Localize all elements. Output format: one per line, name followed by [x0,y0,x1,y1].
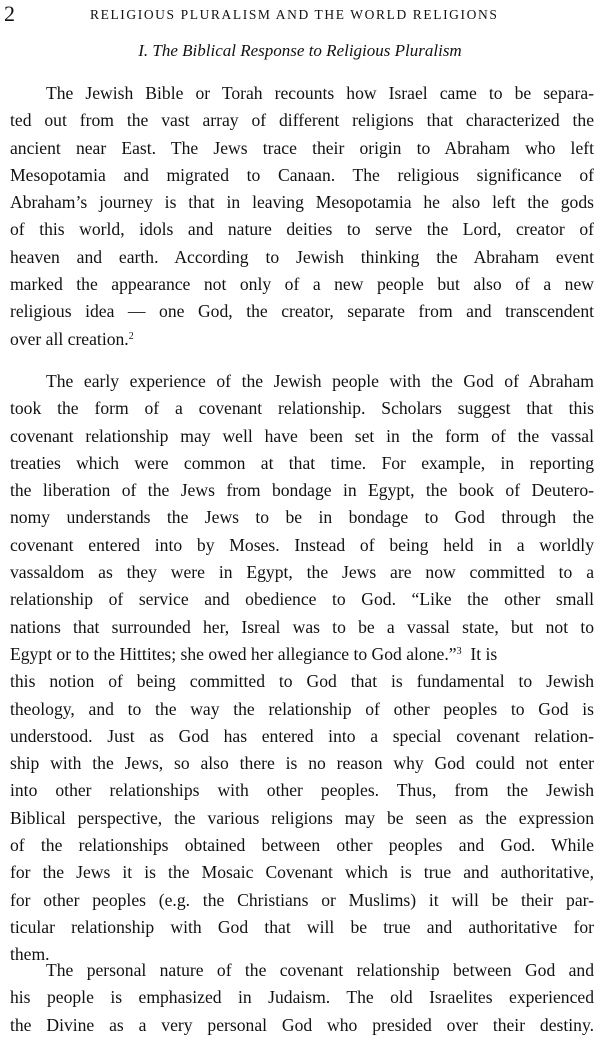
text-line: treaties which were common at that time. For example, in reporting [10,452,594,473]
footnote-marker: 2 [128,330,134,342]
text-line: of this world, idols and nature deities to serve the Lord, creator of [10,219,594,240]
text-line: for the Jews it is the Mosaic Covenant which is true and authoritative, [10,862,594,883]
running-head: RELIGIOUS PLURALISM AND THE WORLD RELIGIONS [90,7,499,22]
text-line: the liberation of the Jews from bondage in Egypt, the book of Deutero- [10,480,594,501]
text-line: The personal nature of the covenant relationship between God and [46,960,594,980]
paragraph-2 [10,368,594,969]
text-line: nations that surrounded her, Isreal was to be a vassal state, but not to [10,616,594,637]
text-line: marked the appearance not only of a new people but also of a new [10,274,594,295]
paragraph-1 [10,80,594,353]
page-number: 2 [4,1,15,26]
section-title: I. The Biblical Response to Religious Pluralism [138,41,462,60]
text-line: The early experience of the Jewish people with the God of Abraham [46,371,594,391]
text-line: Biblical perspective, the various religions may be seen as the expression [10,807,594,828]
text-line: them. [10,944,50,965]
text-line: ticular relationship with God that will be true and authoritative for [10,916,594,937]
text-line [10,641,594,668]
text-line: nomy understands the Jews to be in bondage to God through the [10,507,594,528]
text-line: The Jewish Bible or Torah recounts how Israel came to be separa- [46,83,594,103]
text-fragment: It is [461,643,498,664]
text-line: ancient near East. The Jews trace their origin to Abraham who left [10,137,594,158]
text-line: took the form of a covenant relationship. Scholars suggest that this [10,398,594,419]
footnote-marker: 3 [456,645,462,657]
text-line: his people is emphasized in Judaism. The old Israelites experienced [10,987,594,1008]
text-line: theology, and to the way the relationship of other peoples to God is [10,698,594,719]
text-line: heaven and earth. According to Jewish thinking the Abraham event [10,246,594,267]
text-line: ship with the Jews, so also there is no reason why God could not enter [10,753,594,774]
text-line: the Divine as a very personal God who presided over their destiny. [10,1014,594,1035]
text-line: covenant relationship may well have been set in the form of the vassal [10,425,594,446]
text-line: for other peoples (e.g. the Christians or Muslims) it will be their par- [10,889,594,910]
text-line: relationship of service and obedience to God. “Like the other small [10,589,594,610]
text-fragment: Egypt or to the Hittites; she owed her allegiance to God alone.” [10,643,457,664]
paragraph-3 [10,957,594,1039]
text-line: of the relationships obtained between other peoples and God. While [10,835,594,856]
text-line [10,326,594,353]
text-line: this notion of being committed to God that is fundamental to Jewish [10,671,594,692]
text-fragment: over all creation. [10,328,129,349]
text-line: Abraham’s journey is that in leaving Mesopotamia he also left the gods [10,192,594,213]
text-line: ted out from the vast array of different religions that characterized the [10,110,594,131]
text-line: understood. Just as God has entered into a special covenant relation- [10,725,594,746]
text-line: covenant entered into by Moses. Instead of being held in a worldly [10,534,594,555]
text-line: religious idea — one God, the creator, separate from and transcendent [10,301,594,322]
text-line: into other relationships with other peoples. Thus, from the Jewish [10,780,594,801]
text-line: vassaldom as they were in Egypt, the Jews are now committed to a [10,562,594,583]
text-line: Mesopotamia and migrated to Canaan. The religious significance of [10,164,594,185]
